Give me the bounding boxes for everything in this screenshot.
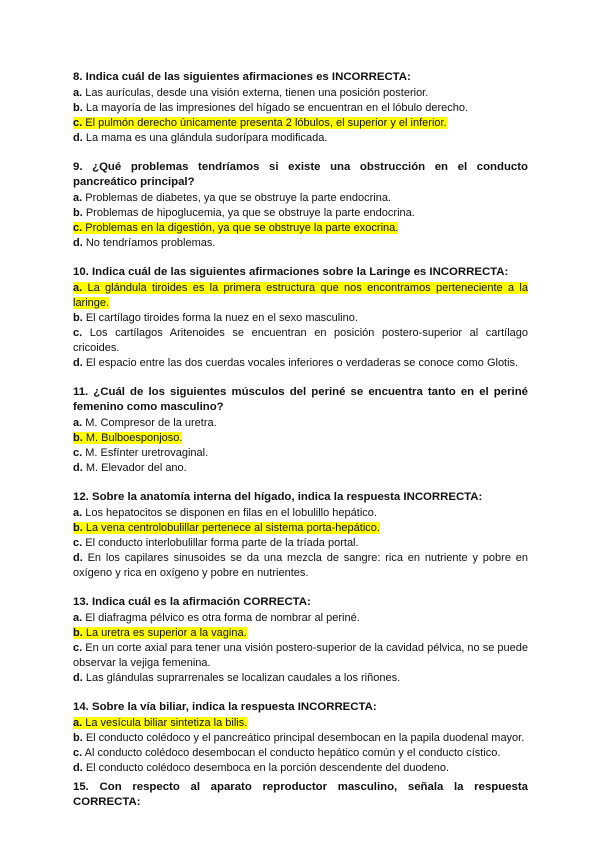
question-10 — [73, 265, 528, 371]
option-letter: c. — [73, 537, 83, 549]
option-letter: c. — [73, 447, 83, 459]
option-letter: b. — [73, 102, 83, 114]
option-letter: a. — [73, 417, 83, 429]
option-text: La mayoría de las impresiones del hígado se encuentran en el lóbulo derecho. — [82, 102, 469, 114]
option-letter: c. — [73, 117, 83, 129]
option-d — [73, 761, 528, 776]
option-a — [73, 191, 528, 206]
option-d — [73, 671, 528, 686]
option-letter: b. — [73, 627, 83, 639]
option-c — [73, 536, 528, 551]
question-9 — [73, 160, 528, 251]
question-title: 10. Indica cuál de las siguientes afirmaciones sobre la Laringe es INCORRECTA: — [73, 266, 509, 278]
option-letter: d. — [73, 237, 83, 249]
option-letter: b. — [73, 732, 83, 744]
option-text: Las glándulas suprarrenales se localizan caudales a los riñones. — [82, 672, 401, 684]
option-text: La glándula tiroides es la primera estructura que nos encontramos perteneciente a la laringe. — [73, 282, 528, 309]
option-text: M. Esfínter uretrovaginal. — [82, 447, 209, 459]
option-c-highlighted — [73, 116, 528, 131]
question-11 — [73, 385, 528, 476]
option-letter: c. — [73, 222, 83, 234]
option-a — [73, 86, 528, 101]
question-14 — [73, 700, 528, 776]
option-b-highlighted — [73, 431, 528, 446]
option-b — [73, 101, 528, 116]
question-8 — [73, 70, 528, 146]
option-b-highlighted — [73, 626, 528, 641]
option-d — [73, 551, 528, 581]
option-text: La vena centrolobulillar pertenece al sistema porta-hepático. — [82, 522, 380, 534]
option-text: La vesícula biliar sintetiza la bilis. — [82, 717, 248, 729]
question-title: 15. Con respecto al aparato reproductor masculino, señala la respuesta CORRECTA: — [73, 781, 528, 808]
option-d — [73, 131, 528, 146]
option-text: La mama es una glándula sudorípara modificada. — [82, 132, 328, 144]
question-title: 9. ¿Qué problemas tendríamos si existe una obstrucción en el conducto pancreático principal? — [73, 161, 528, 188]
option-letter: d. — [73, 762, 83, 774]
option-a — [73, 416, 528, 431]
question-15 — [73, 780, 528, 810]
option-d — [73, 461, 528, 476]
option-letter: b. — [73, 432, 83, 444]
option-letter: b. — [73, 312, 83, 324]
option-text: M. Compresor de la uretra. — [82, 417, 217, 429]
option-a — [73, 506, 528, 521]
option-text: El diafragma pélvico es otra forma de nombrar al periné. — [82, 612, 360, 624]
option-d — [73, 236, 528, 251]
option-text: Problemas en la digestión, ya que se obstruye la parte exocrina. — [82, 222, 399, 234]
option-c — [73, 641, 528, 671]
question-title: 14. Sobre la vía biliar, indica la respuesta INCORRECTA: — [73, 701, 377, 713]
question-title: 12. Sobre la anatomía interna del hígado, indica la respuesta INCORRECTA: — [73, 491, 483, 503]
option-letter: d. — [73, 357, 83, 369]
option-text: El conducto interlobulillar forma parte de la tríada portal. — [82, 537, 359, 549]
question-title: 13. Indica cuál es la afirmación CORRECTA: — [73, 596, 311, 608]
option-b — [73, 311, 528, 326]
option-letter: d. — [73, 552, 83, 564]
option-letter: a. — [73, 282, 83, 294]
option-c — [73, 326, 528, 356]
question-title: 8. Indica cuál de las siguientes afirmaciones es INCORRECTA: — [73, 71, 411, 83]
option-text: La uretra es superior a la vagina. — [82, 627, 247, 639]
option-letter: a. — [73, 87, 83, 99]
option-letter: a. — [73, 192, 83, 204]
question-12 — [73, 490, 528, 581]
option-a-highlighted — [73, 716, 528, 731]
option-text: El conducto colédoco desemboca en la porción descendente del duodeno. — [82, 762, 450, 774]
option-letter: b. — [73, 522, 83, 534]
option-letter: d. — [73, 132, 83, 144]
option-text: Los cartílagos Aritenoides se encuentran en posición postero-superior al cartílago cricoides. — [73, 327, 528, 354]
option-letter: b. — [73, 207, 83, 219]
option-b — [73, 731, 528, 746]
option-b-highlighted — [73, 521, 528, 536]
option-a — [73, 611, 528, 626]
option-text: El cartílago tiroides forma la nuez en el sexo masculino. — [82, 312, 358, 324]
option-text: No tendríamos problemas. — [82, 237, 216, 249]
option-text: El pulmón derecho únicamente presenta 2 lóbulos, el superior y el inferior. — [82, 117, 447, 129]
option-text: En un corte axial para tener una visión postero-superior de la cavidad pélvica, no se puede observar la vejiga femenina. — [73, 642, 528, 669]
option-text: Al conducto colédoco desembocan el conducto hepático común y el conducto cístico. — [82, 747, 501, 759]
question-13 — [73, 595, 528, 686]
option-text: M. Elevador del ano. — [82, 462, 187, 474]
option-letter: a. — [73, 717, 83, 729]
option-letter: a. — [73, 612, 83, 624]
option-c-highlighted — [73, 221, 528, 236]
question-list — [73, 70, 528, 824]
option-b — [73, 206, 528, 221]
option-letter: d. — [73, 672, 83, 684]
question-title: 11. ¿Cuál de los siguientes músculos del periné se encuentra tanto en el periné femenino como masculino? — [73, 386, 528, 413]
option-d — [73, 356, 528, 371]
option-text: Los hepatocitos se disponen en filas en el lobulillo hepático. — [82, 507, 377, 519]
option-text: Las aurículas, desde una visión externa, tienen una posición posterior. — [82, 87, 429, 99]
option-text: Problemas de hipoglucemia, ya que se obstruye la parte endocrina. — [82, 207, 415, 219]
option-letter: a. — [73, 507, 83, 519]
option-letter: c. — [73, 642, 83, 654]
option-text: El espacio entre las dos cuerdas vocales inferiores o verdaderas se conoce como Glotis. — [82, 357, 519, 369]
option-letter: d. — [73, 462, 83, 474]
option-text: El conducto colédoco y el pancreático principal desembocan en la papila duodenal mayor. — [82, 732, 525, 744]
option-letter: c. — [73, 327, 83, 339]
option-text: Problemas de diabetes, ya que se obstruye la parte endocrina. — [82, 192, 391, 204]
option-text: En los capilares sinusoides se da una mezcla de sangre: rica en nutriente y pobre en oxígeno y rica en oxígeno y pobre en nutrientes. — [73, 552, 528, 579]
option-text: M. Bulboesponjoso. — [82, 432, 183, 444]
option-c — [73, 746, 528, 761]
option-c — [73, 446, 528, 461]
option-letter: c. — [73, 747, 83, 759]
option-a-highlighted — [73, 281, 528, 311]
